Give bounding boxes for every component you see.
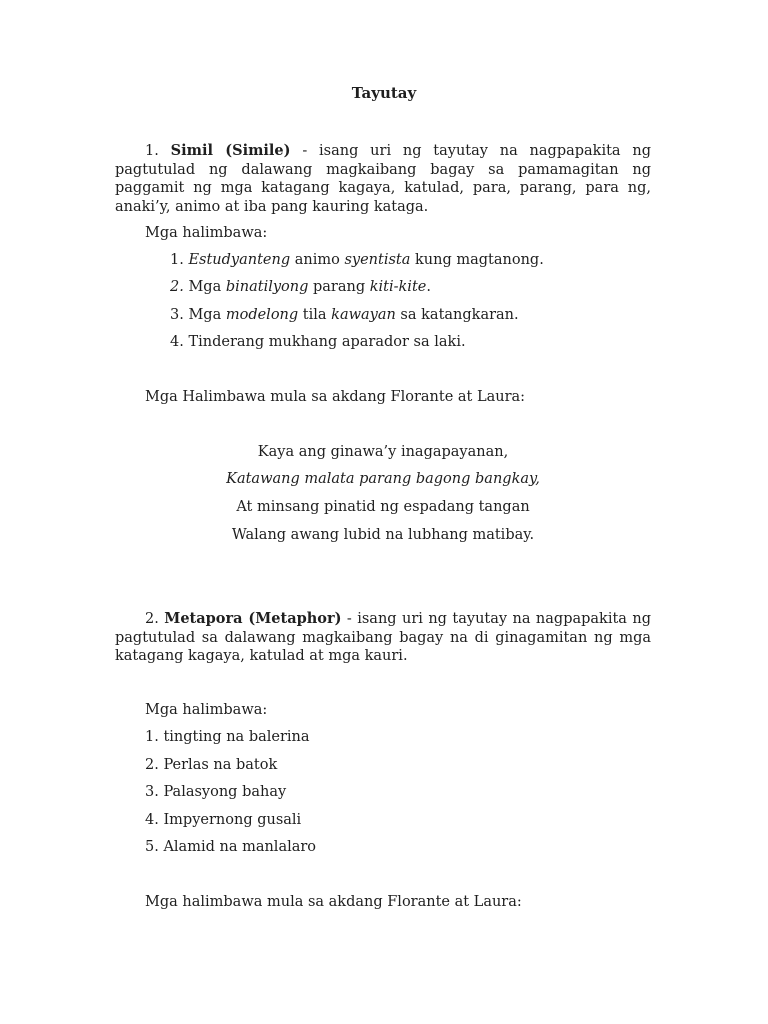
metapora-definition-paragraph [115, 610, 651, 666]
example-text: binatilyong [225, 279, 309, 295]
example-number: 2. [170, 279, 189, 295]
simil-example-2 [170, 278, 431, 296]
example-text: kiti-kite [369, 279, 427, 295]
example-text: Mga [188, 307, 226, 323]
example-text: Tinderang mukhang aparador sa laki. [188, 334, 466, 350]
poem-line-4: Walang awang lubid na lubhang matibay. [231, 527, 535, 543]
example-text: . [426, 279, 431, 295]
metapora-example-3: 3. Palasyong bahay [145, 784, 287, 800]
simil-term: Simil (Simile) [170, 142, 291, 159]
metapora-number: 2. [145, 611, 159, 627]
example-text: modelong [225, 307, 299, 323]
metapora-example-1: 1. tingting na balerina [145, 729, 310, 745]
example-text: kawayan [331, 307, 396, 323]
example-text: animo [290, 252, 345, 268]
example-number: 1. [170, 252, 189, 268]
metapora-examples-label: Mga halimbawa: [145, 702, 268, 718]
simil-definition-paragraph [115, 142, 651, 216]
metapora-example-2: 2. Perlas na batok [145, 757, 278, 773]
example-text: Mga [188, 279, 226, 295]
poem-line-3: At minsang pinatid ng espadang tangan [236, 499, 530, 515]
simil-example-1 [170, 251, 544, 269]
example-text: tila [298, 307, 332, 323]
simil-example-3 [170, 306, 519, 324]
example-number: 3. [170, 307, 189, 323]
poem-line-2: Katawang malata parang bagong bangkay, [226, 471, 540, 487]
example-text: parang [308, 279, 370, 295]
example-text: Estudyanteng [188, 252, 291, 268]
metapora-example-5: 5. Alamid na manlalaro [145, 839, 317, 855]
page-title: Tayutay [351, 84, 417, 102]
simil-source-label: Mga Halimbawa mula sa akdang Florante at Laura: [145, 389, 526, 405]
metapora-example-4: 4. Impyernong gusali [145, 812, 302, 828]
simil-definition: - isang uri ng tayutay na nagpapakita ng pagtutulad ng dalawang magkaibang bagay sa pamamagitan ng paggamit ng mga katagang kagaya, katulad, para, parang, para ng, anaki’y, animo at iba pang kauring kataga. [115, 143, 651, 215]
example-text: syentista [344, 252, 411, 268]
example-number: 4. [170, 334, 189, 350]
simil-number: 1. [145, 143, 159, 159]
example-text: sa katangkaran. [395, 307, 519, 323]
metapora-source-label: Mga halimbawa mula sa akdang Florante at Laura: [145, 894, 522, 910]
simil-example-4 [170, 333, 466, 351]
poem-line-1: Kaya ang ginawa’y inagapayanan, [257, 444, 509, 460]
example-text: kung magtanong. [410, 252, 544, 268]
simil-examples-label: Mga halimbawa: [145, 225, 268, 241]
metapora-term: Metapora (Metaphor) [164, 610, 342, 627]
metapora-definition: - isang uri ng tayutay na nagpapakita ng pagtutulad sa dalawang magkaibang bagay na di ginagamitan ng mga katagang kagaya, katulad at mga kauri. [115, 611, 651, 664]
